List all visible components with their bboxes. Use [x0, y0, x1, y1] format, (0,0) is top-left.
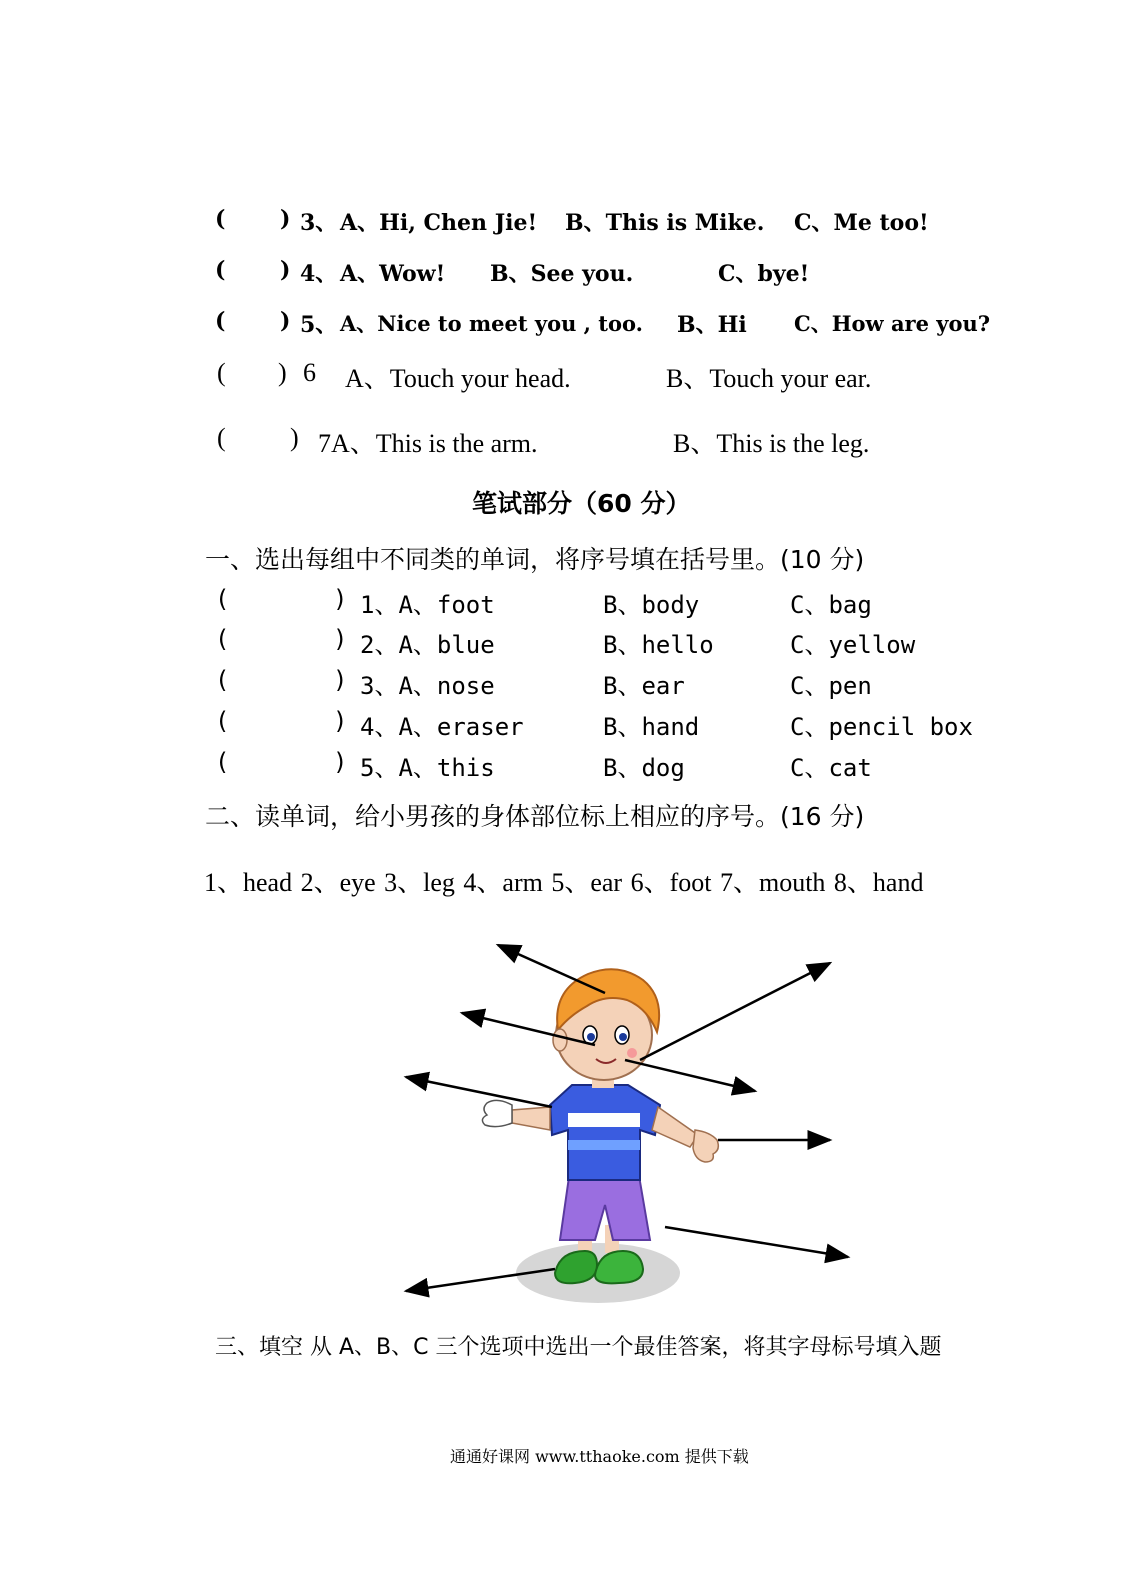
- option-c: C、cat: [790, 754, 872, 782]
- answer-bracket-open[interactable]: (: [215, 707, 230, 735]
- section-title: 笔试部分（60 分）: [472, 489, 691, 518]
- answer-bracket-open[interactable]: (: [217, 358, 226, 387]
- option-b: B、See you.: [490, 261, 634, 287]
- answer-bracket-open[interactable]: (: [215, 625, 230, 653]
- answer-bracket-close: ): [280, 308, 291, 334]
- footer-text: 通通好课网 www.tthaoke.com 提供下载: [450, 1447, 749, 1466]
- option-b: B、dog: [603, 754, 685, 782]
- option-b: B、hello: [603, 631, 714, 659]
- option-c: C、yellow: [790, 631, 916, 659]
- option-b: B、ear: [603, 672, 685, 700]
- option-c: C、bye!: [718, 261, 810, 287]
- cartoon-boy-illustration: [400, 935, 860, 1315]
- answer-bracket-open[interactable]: (: [215, 585, 230, 613]
- answer-bracket-open[interactable]: (: [215, 308, 226, 334]
- option-b: B、Hi: [677, 312, 747, 338]
- option-a: 3、A、nose: [360, 672, 495, 700]
- option-c: C、pen: [790, 672, 872, 700]
- answer-bracket-close: ): [333, 748, 348, 776]
- shirt: [550, 1085, 660, 1180]
- answer-bracket-close: ): [280, 206, 291, 232]
- word-list: 1、head 2、eye 3、leg 4、arm 5、ear 6、foot 7、mouth 8、hand: [204, 868, 924, 897]
- answer-bracket-open[interactable]: (: [215, 666, 230, 694]
- option-a: 7A、This is the arm.: [318, 429, 538, 458]
- option-c: C、How are you?: [794, 311, 991, 336]
- option-a: A、Nice to meet you , too.: [340, 311, 643, 336]
- option-a: A、Hi, Chen Jie!: [340, 210, 538, 236]
- item-number: 5、: [300, 312, 338, 338]
- section-heading: 三、填空 从 A、B、C 三个选项中选出一个最佳答案，将其字母标号填入题: [215, 1335, 942, 1360]
- answer-bracket-close: ): [278, 358, 287, 387]
- item-number: 4、: [300, 261, 338, 287]
- option-c: C、bag: [790, 591, 872, 619]
- option-a: 2、A、blue: [360, 631, 495, 659]
- answer-bracket-open[interactable]: (: [215, 206, 226, 232]
- option-b: B、body: [603, 591, 700, 619]
- option-b: B、This is Mike.: [565, 210, 765, 236]
- answer-bracket-close: ): [333, 707, 348, 735]
- section-heading: 一、选出每组中不同类的单词，将序号填在括号里。(10 分): [205, 545, 865, 574]
- option-b: B、This is the leg.: [673, 429, 870, 458]
- option-a: 1、A、foot: [360, 591, 495, 619]
- answer-bracket-close: ): [290, 423, 299, 452]
- option-a: A、Wow!: [340, 261, 446, 287]
- option-b: B、hand: [603, 713, 700, 741]
- answer-bracket-close: ): [333, 585, 348, 613]
- option-c: C、pencil box: [790, 713, 973, 741]
- item-number: 3、: [300, 210, 338, 236]
- item-number: 6: [303, 358, 316, 387]
- answer-bracket-open[interactable]: (: [217, 423, 226, 452]
- option-a: A、Touch your head.: [345, 364, 571, 393]
- option-b: B、Touch your ear.: [666, 364, 872, 393]
- option-a: 5、A、this: [360, 754, 495, 782]
- answer-bracket-close: ): [333, 625, 348, 653]
- option-a: 4、A、eraser: [360, 713, 524, 741]
- answer-bracket-close: ): [333, 666, 348, 694]
- answer-bracket-open[interactable]: (: [215, 748, 230, 776]
- hand-icon: [482, 1100, 512, 1126]
- option-c: C、Me too!: [794, 210, 929, 236]
- answer-bracket-open[interactable]: (: [215, 257, 226, 283]
- section-heading: 二、读单词，给小男孩的身体部位标上相应的序号。(16 分): [205, 802, 865, 831]
- answer-bracket-close: ): [280, 257, 291, 283]
